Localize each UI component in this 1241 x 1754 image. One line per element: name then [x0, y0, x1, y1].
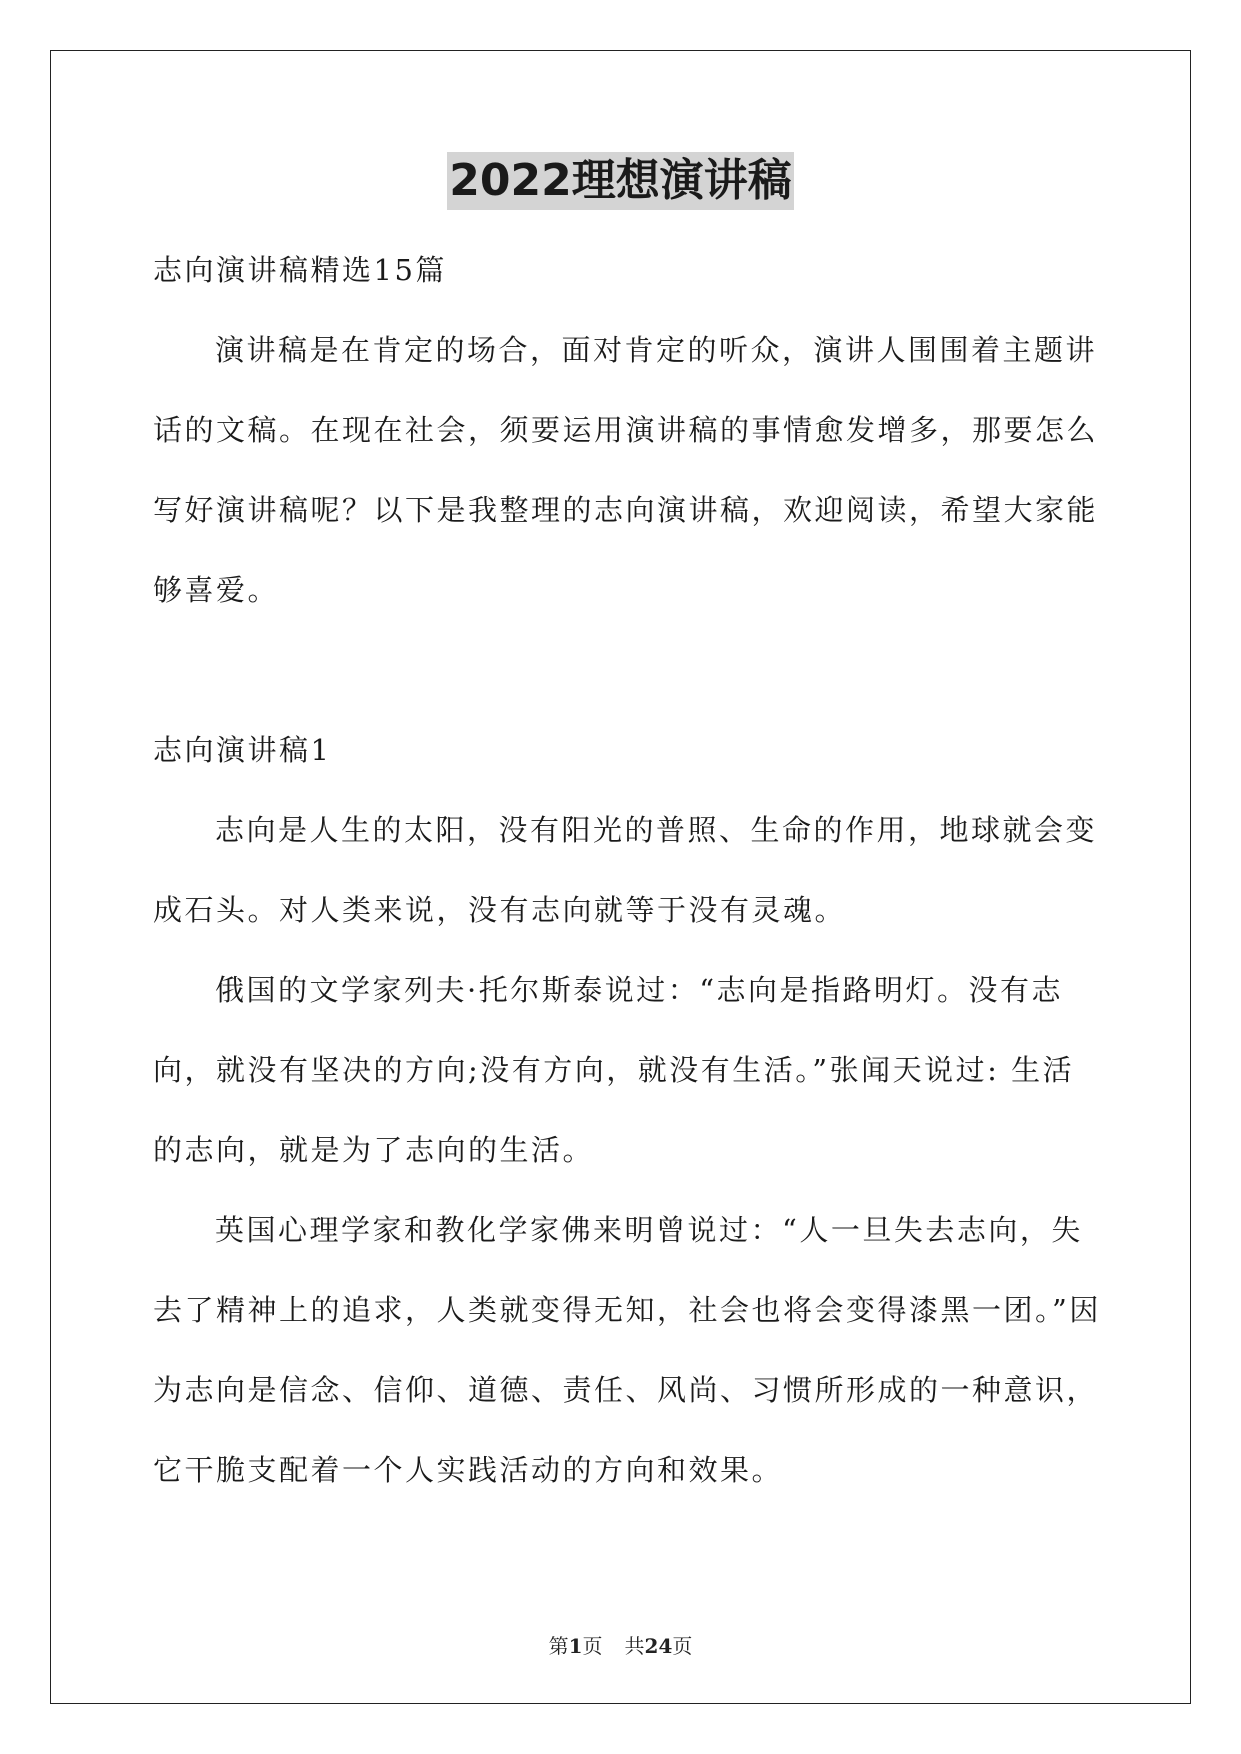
- body-paragraph-3: 英国心理学家和教化学家佛来明曾说过：“人一旦失去志向，失去了精神上的追求，人类就变得无知，社会也将会变得漆黑一团。”因为志向是信念、信仰、道德、责任、风尚、习惯所形成的一种意识，它干脆支配着一个人实践活动的方向和效果。: [153, 1213, 1101, 1487]
- page-prefix: 第: [548, 1634, 569, 1658]
- document-title: 2022理想演讲稿: [447, 152, 793, 210]
- page-footer: [0, 1630, 1241, 1659]
- body-paragraph-1: 志向是人生的太阳，没有阳光的普照、生命的作用，地球就会变成石头。对人类来说，没有志向就等于没有灵魂。: [153, 813, 1098, 927]
- page-suffix: 页: [582, 1634, 603, 1658]
- page-total: 24: [644, 1634, 673, 1658]
- total-prefix: 共: [624, 1634, 645, 1658]
- page-current: 1: [568, 1634, 583, 1658]
- document-subtitle: 志向演讲稿精选15篇: [153, 253, 447, 287]
- intro-paragraph: 演讲稿是在肯定的场合，面对肯定的听众，演讲人围围着主题讲话的文稿。在现在社会，须要运用演讲稿的事情愈发增多，那要怎么写好演讲稿呢？以下是我整理的志向演讲稿，欢迎阅读，希望大家能够喜爱。: [153, 333, 1099, 607]
- total-suffix: 页: [672, 1634, 693, 1658]
- document-body: [153, 230, 1103, 1510]
- section-heading: 志向演讲稿1: [153, 733, 332, 767]
- spacer: [153, 630, 1103, 710]
- body-paragraph-2: 俄国的文学家列夫·托尔斯泰说过：“志向是指路明灯。没有志向，就没有坚决的方向;没有方向，就没有生活。”张闻天说过: 生活的志向，就是为了志向的生活。: [153, 973, 1075, 1167]
- title-container: [0, 152, 1241, 210]
